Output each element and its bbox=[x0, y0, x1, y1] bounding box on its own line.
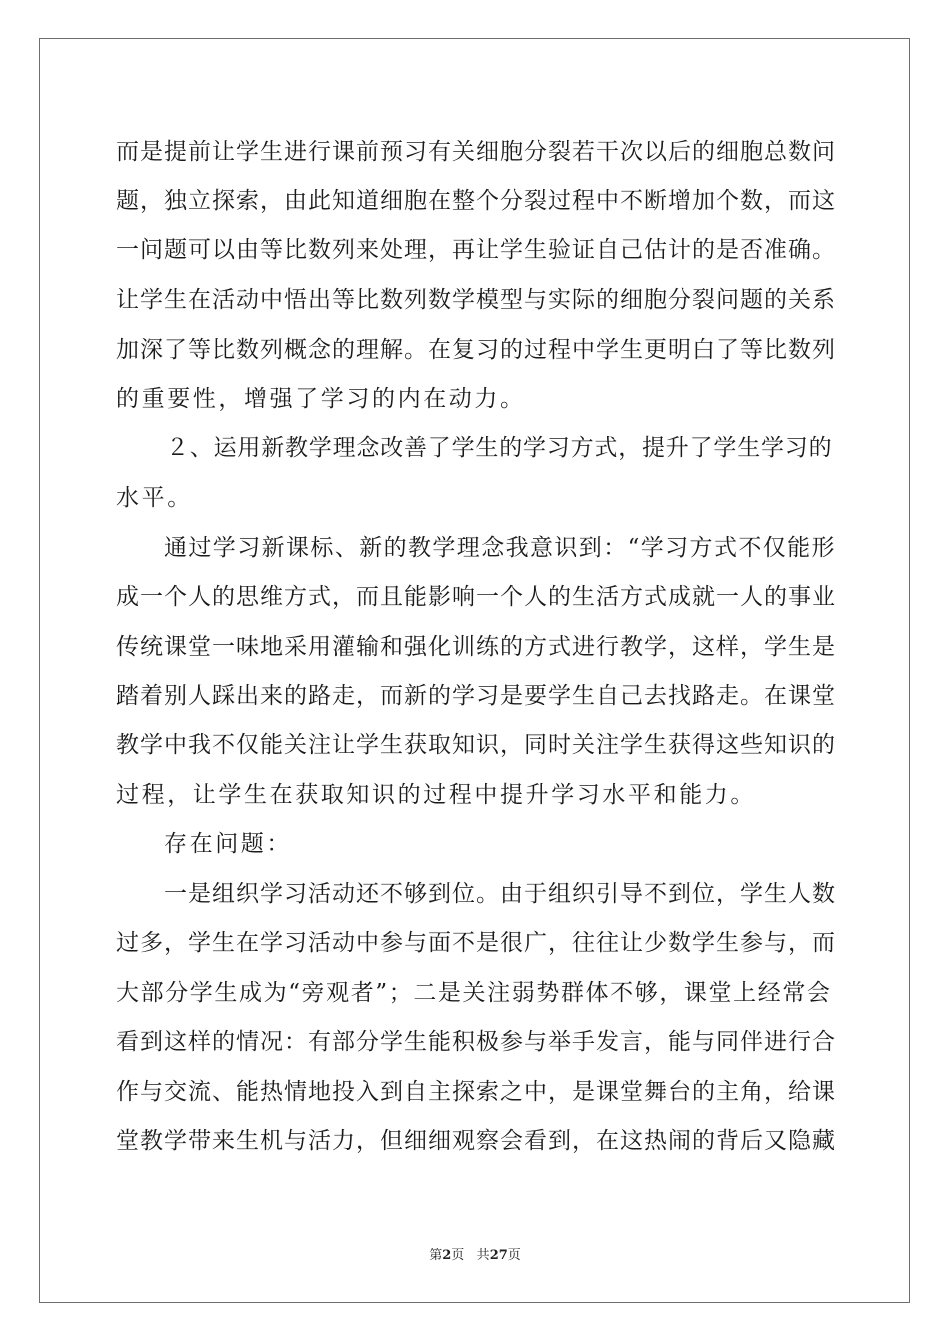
page-frame bbox=[39, 38, 910, 1303]
text-line: 过多，学生在学习活动中参与面不是很广，往往让少数学生参与，而 bbox=[116, 930, 836, 956]
text-line: 题，独立探索，由此知道细胞在整个分裂过程中不断增加个数，而这 bbox=[116, 188, 836, 214]
text-line: 水平。 bbox=[116, 485, 193, 511]
text-line: 教学中我不仅能关注让学生获取知识，同时关注学生获得这些知识的 bbox=[116, 732, 836, 758]
page-current: 2 bbox=[442, 1248, 452, 1263]
page-prefix: 第 bbox=[429, 1248, 443, 1263]
section-label: 存在问题： bbox=[164, 831, 292, 857]
text-line: 一问题可以由等比数列来处理，再让学生验证自己估计的是否准确。 bbox=[116, 237, 836, 263]
text-line: 看到这样的情况：有部分学生能积极参与举手发言，能与同伴进行合 bbox=[116, 1029, 836, 1055]
text-line: 而是提前让学生进行课前预习有关细胞分裂若干次以后的细胞总数问 bbox=[116, 139, 836, 165]
text-line: 作与交流、能热情地投入到自主探索之中，是课堂舞台的主角，给课 bbox=[116, 1079, 836, 1105]
text-line: 传统课堂一味地采用灌输和强化训练的方式进行教学，这样，学生是 bbox=[116, 634, 836, 660]
text-line: 通过学习新课标、新的教学理念我意识到：“学习方式不仅能形 bbox=[164, 535, 836, 561]
text-line: 让学生在活动中悟出等比数列数学模型与实际的细胞分裂问题的关系 bbox=[116, 287, 836, 313]
page-suffix: 页 bbox=[451, 1248, 465, 1263]
page-total: 27 bbox=[489, 1248, 508, 1263]
text-line: 大部分学生成为“旁观者”；二是关注弱势群体不够，课堂上经常会 bbox=[116, 980, 832, 1006]
text-line: 堂教学带来生机与活力，但细细观察会看到，在这热闹的背后又隐藏 bbox=[116, 1128, 836, 1154]
text-line: 过程，让学生在获取知识的过程中提升学习水平和能力。 bbox=[116, 782, 756, 808]
text-line: 加深了等比数列概念的理解。在复习的过程中学生更明白了等比数列 bbox=[116, 337, 836, 363]
paragraph-heading: ２、运用新教学理念改善了学生的学习方式，提升了学生学习的 bbox=[166, 435, 833, 461]
page-footer bbox=[0, 1247, 950, 1265]
text-line: 一是组织学习活动还不够到位。由于组织引导不到位，学生人数 bbox=[164, 881, 836, 907]
total-suffix: 页 bbox=[507, 1248, 521, 1263]
total-prefix: 共 bbox=[476, 1248, 490, 1263]
text-line: 成一个人的思维方式，而且能影响一个人的生活方式成就一人的事业 bbox=[116, 584, 836, 610]
text-line: 的重要性，增强了学习的内在动力。 bbox=[116, 386, 526, 412]
text-line: 踏着别人踩出来的路走，而新的学习是要学生自己去找路走。在课堂 bbox=[116, 683, 836, 709]
